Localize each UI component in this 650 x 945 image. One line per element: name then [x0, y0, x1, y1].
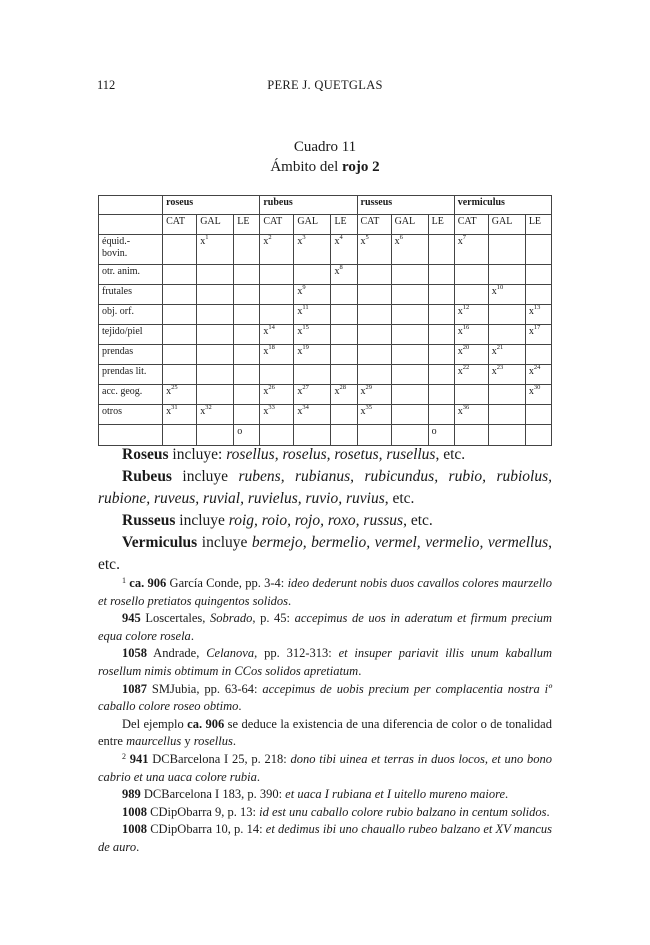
footnote-ref: 4 — [339, 234, 343, 241]
table-cell — [525, 425, 551, 446]
footnote-ref: 18 — [268, 344, 275, 351]
table-cell — [294, 365, 331, 385]
table-row — [99, 385, 552, 405]
subgroup-header: LE — [234, 215, 260, 235]
table-row — [99, 265, 552, 285]
table-cell — [525, 345, 551, 365]
row-label: otr. anim. — [99, 265, 163, 285]
table-cell — [197, 365, 234, 385]
footnote-commentary: Del ejemplo ca. 906 se deduce la existencia de una diferencia de color o de tonalidad entre maurcellus y rosellus. — [98, 716, 552, 749]
table-cell — [163, 235, 197, 265]
table-cell — [391, 265, 428, 285]
table-cell — [197, 325, 234, 345]
row-label: acc. geog. — [99, 385, 163, 405]
table-cell: $x^{16}$ — [454, 325, 488, 345]
table-cell: $x^5$ — [357, 235, 391, 265]
footnote-ref: 26 — [268, 384, 275, 391]
table-cell — [260, 305, 294, 325]
table-cell: $x^7$ — [454, 235, 488, 265]
running-author: PERE J. QUETGLAS — [267, 78, 383, 92]
table-cell — [391, 365, 428, 385]
table-cell — [488, 405, 525, 425]
table-cell: $x^8$ — [331, 265, 357, 285]
footnote-ref: 13 — [533, 304, 541, 311]
subgroup-header: LE — [428, 215, 454, 235]
table-cell — [294, 425, 331, 446]
table-cell — [454, 425, 488, 446]
footnote-ref: 35 — [365, 404, 373, 411]
table-cell: $x^{29}$ — [357, 385, 391, 405]
table-cell — [428, 405, 454, 425]
group-header: rubeus — [260, 196, 357, 215]
table-corner-cell — [99, 196, 163, 215]
table-cell — [163, 305, 197, 325]
footnote-ref: 19 — [302, 344, 309, 351]
table-cell: $x^{23}$ — [488, 365, 525, 385]
table-cell — [391, 305, 428, 325]
row-label: tejido/piel — [99, 325, 163, 345]
footnote-ref: 23 — [496, 364, 504, 371]
table-cell — [331, 425, 357, 446]
footnote-ref: 15 — [302, 324, 309, 331]
table-cell: $x^4$ — [331, 235, 357, 265]
footnote-entry: 989 DCBarcelona I 183, p. 390: et uaca I rubiana et I uitello mureno maiore. — [122, 787, 509, 802]
footnote-entry: 1008 CDipObarra 9, p. 13: id est unu caballo colore rubio balzano in centum solidos. — [122, 804, 550, 819]
table-cell — [234, 325, 260, 345]
table-cell: $x^{30}$ — [525, 385, 551, 405]
table-cell — [197, 305, 234, 325]
table-cell — [488, 235, 525, 265]
table-cell: $x^{20}$ — [454, 345, 488, 365]
table-cell — [488, 265, 525, 285]
distribution-table — [98, 195, 552, 446]
table-cell — [163, 365, 197, 385]
table-row — [99, 425, 552, 446]
table-cell: $x^{34}$ — [294, 405, 331, 425]
footnote-2: $^2$ 941 DCBarcelona I 25, p. 218: dono tibi uinea et terras in duos locos, et uno bono cabrio et una uaca colore rubia. — [98, 751, 553, 784]
table-cell — [428, 385, 454, 405]
table-cell — [488, 425, 525, 446]
table-cell: $x^{33}$ — [260, 405, 294, 425]
footnote-ref: 2 — [268, 234, 272, 241]
footnote-ref: 25 — [171, 384, 178, 391]
group-header: roseus — [163, 196, 260, 215]
table-cell: $x^{26}$ — [260, 385, 294, 405]
footnote-entry: 1058 Andrade, Celanova, pp. 312-313: et insuper pariavit illis unum kaballum rosellum nimis obtimum in CCos solidos apretiatum. — [98, 646, 552, 678]
subgroup-header: GAL — [391, 215, 428, 235]
table-cell — [197, 425, 234, 446]
table-cell — [391, 285, 428, 305]
table-cell — [428, 325, 454, 345]
subgroup-header: CAT — [163, 215, 197, 235]
table-cell: $x^{10}$ — [488, 285, 525, 305]
table-cell: $x^3$ — [294, 235, 331, 265]
subgroup-header: CAT — [454, 215, 488, 235]
table-cell — [391, 325, 428, 345]
footnote-ref: 3 — [302, 234, 306, 241]
table-cell: o — [234, 425, 260, 446]
table-cell: $x^2$ — [260, 235, 294, 265]
footnote-1: $^1$ ca. 906 García Conde, pp. 3-4: ideo dederunt nobis duos cavallos colores maurzello et rosello pretiatos quingentos solidos. — [98, 576, 552, 608]
subgroup-header: CAT — [357, 215, 391, 235]
footnote-ref: 30 — [533, 384, 541, 391]
subgroup-header: GAL — [294, 215, 331, 235]
table-cell — [234, 285, 260, 305]
table-cell — [488, 325, 525, 345]
table-cell — [260, 265, 294, 285]
table-cell — [428, 305, 454, 325]
table-corner-cell — [99, 215, 163, 235]
table-cell — [260, 365, 294, 385]
table-row — [99, 235, 552, 265]
footnotes — [98, 575, 552, 857]
table-cell — [428, 265, 454, 285]
table-cell — [428, 345, 454, 365]
caption-subtitle: Ámbito del rojo 2 — [270, 159, 380, 175]
footnote-ref: 31 — [171, 404, 178, 411]
table-cell — [234, 365, 260, 385]
table-cell: $x^{36}$ — [454, 405, 488, 425]
table-cell: $x^{13}$ — [525, 305, 551, 325]
table-cell: o — [428, 425, 454, 446]
table-cell — [294, 265, 331, 285]
table-cell — [163, 265, 197, 285]
table-cell — [357, 285, 391, 305]
table-cell: $x^{25}$ — [163, 385, 197, 405]
table-row — [99, 325, 552, 345]
table-cell — [163, 345, 197, 365]
paragraph-roseus: Roseus incluye: rosellus, roselus, rosetus, rusellus, etc. — [122, 446, 466, 463]
table-cell — [488, 305, 525, 325]
footnote-ref: 27 — [302, 384, 309, 391]
footnote-ref: 21 — [496, 344, 504, 351]
table-cell: $x^{28}$ — [331, 385, 357, 405]
table-cell — [163, 285, 197, 305]
table-cell — [234, 265, 260, 285]
table-cell — [454, 265, 488, 285]
row-label: prendas — [99, 345, 163, 365]
page-number: 112 — [97, 78, 116, 92]
footnote-ref: 17 — [533, 324, 541, 331]
row-label — [99, 425, 163, 446]
table-cell — [391, 345, 428, 365]
table-cell — [391, 405, 428, 425]
caption-title: Cuadro 11 — [293, 139, 357, 155]
footnote-ref: 1 — [205, 234, 209, 241]
table-cell — [357, 365, 391, 385]
table-cell — [357, 305, 391, 325]
subgroup-header: LE — [331, 215, 357, 235]
table-cell — [163, 425, 197, 446]
table-cell: $x^{17}$ — [525, 325, 551, 345]
table-cell — [488, 385, 525, 405]
subgroup-header: CAT — [260, 215, 294, 235]
footnote-ref: 5 — [365, 234, 369, 241]
table-cell — [357, 265, 391, 285]
table-cell — [525, 405, 551, 425]
table-cell — [428, 235, 454, 265]
table-row — [99, 285, 552, 305]
table-cell: $x^{12}$ — [454, 305, 488, 325]
footnote-ref: 10 — [496, 284, 504, 291]
table-cell — [260, 285, 294, 305]
table-cell — [331, 405, 357, 425]
subgroup-header: GAL — [197, 215, 234, 235]
table-cell: $x^{27}$ — [294, 385, 331, 405]
table-caption — [0, 137, 650, 177]
footnote-ref: 32 — [205, 404, 212, 411]
footnote-ref: 6 — [399, 234, 403, 241]
table-cell — [234, 345, 260, 365]
footnote-ref: 22 — [462, 364, 470, 371]
table-cell: $x^{18}$ — [260, 345, 294, 365]
subgroup-header: LE — [525, 215, 551, 235]
table-row — [99, 345, 552, 365]
footnote-ref: 28 — [339, 384, 346, 391]
running-header — [97, 78, 553, 94]
table-cell — [331, 325, 357, 345]
table-cell — [525, 265, 551, 285]
table-cell: $x^{31}$ — [163, 405, 197, 425]
table-cell — [331, 305, 357, 325]
table-cell — [357, 325, 391, 345]
table-cell: $x^6$ — [391, 235, 428, 265]
footnote-entry: 1087 SMJubia, pp. 63-64: accepimus de uobis precium per complacentia nostra iº caballo colore roseo obtimo. — [98, 681, 552, 714]
table-cell — [234, 305, 260, 325]
footnote-ref: 12 — [462, 304, 470, 311]
table-cell: $x^{21}$ — [488, 345, 525, 365]
row-label: prendas lit. — [99, 365, 163, 385]
footnote-ref: 36 — [462, 404, 470, 411]
row-label: obj. orf. — [99, 305, 163, 325]
table-cell: $x^{22}$ — [454, 365, 488, 385]
footnote-ref: 33 — [268, 404, 275, 411]
table-cell: $x^{19}$ — [294, 345, 331, 365]
subgroup-header: GAL — [488, 215, 525, 235]
table-cell — [428, 285, 454, 305]
table-cell: $x^9$ — [294, 285, 331, 305]
table-cell — [428, 365, 454, 385]
table-cell — [197, 385, 234, 405]
table-row — [99, 305, 552, 325]
table-cell: $x^{35}$ — [357, 405, 391, 425]
table-cell: $x^{24}$ — [525, 365, 551, 385]
table-cell: $x^{15}$ — [294, 325, 331, 345]
table-cell — [357, 425, 391, 446]
row-label: équid.- bovin. — [99, 235, 163, 265]
body-text — [98, 444, 552, 576]
table-cell — [331, 365, 357, 385]
group-header: vermiculus — [454, 196, 551, 215]
table-cell — [391, 425, 428, 446]
table-cell: $x^{32}$ — [197, 405, 234, 425]
footnote-ref: 29 — [365, 384, 373, 391]
table-cell — [331, 345, 357, 365]
footnote-ref: 7 — [462, 234, 466, 241]
table-cell — [357, 345, 391, 365]
table-cell — [454, 385, 488, 405]
row-label: otros — [99, 405, 163, 425]
paragraph-rubeus: Rubeus incluye rubens, rubianus, rubicundus, rubio, rubiolus, rubione, ruveus, ruvial, ruvielus, ruvio, ruvius, etc. — [98, 468, 552, 507]
table-cell: $x^{14}$ — [260, 325, 294, 345]
footnote-ref: 16 — [462, 324, 470, 331]
table-cell — [331, 285, 357, 305]
table-cell — [234, 405, 260, 425]
table-cell — [454, 285, 488, 305]
table-cell — [163, 325, 197, 345]
table-cell — [260, 425, 294, 446]
table-cell — [197, 345, 234, 365]
table-cell — [525, 285, 551, 305]
table-cell — [391, 385, 428, 405]
footnote-ref: 11 — [302, 304, 309, 311]
footnote-ref: 20 — [462, 344, 470, 351]
row-label: frutales — [99, 285, 163, 305]
footnote-ref: 14 — [268, 324, 275, 331]
table-cell — [197, 265, 234, 285]
footnote-entry: 945 Loscertales, Sobrado, p. 45: accepimus de uos in aderatum et firmum precium equa colore rosela. — [98, 611, 552, 643]
table-row — [99, 365, 552, 385]
footnote-entry: 1008 CDipObarra 10, p. 14: et dedimus ibi uno chauallo rubeo balzano et XV mancus de auro. — [98, 822, 552, 854]
table-row — [99, 405, 552, 425]
table-cell — [525, 235, 551, 265]
table-cell: $x^{11}$ — [294, 305, 331, 325]
footnote-ref: 24 — [533, 364, 541, 371]
paragraph-russeus: Russeus incluye roig, roio, rojo, roxo, russus, etc. — [122, 512, 433, 529]
table-cell — [234, 385, 260, 405]
table-cell: $x^1$ — [197, 235, 234, 265]
table-cell — [234, 235, 260, 265]
group-header: russeus — [357, 196, 454, 215]
footnote-ref: 34 — [302, 404, 309, 411]
footnote-ref: 9 — [302, 284, 306, 291]
footnote-ref: 8 — [339, 264, 343, 271]
table-cell — [197, 285, 234, 305]
paragraph-vermiculus: Vermiculus incluye bermejo, bermelio, vermel, vermelio, vermellus, etc. — [98, 534, 552, 573]
